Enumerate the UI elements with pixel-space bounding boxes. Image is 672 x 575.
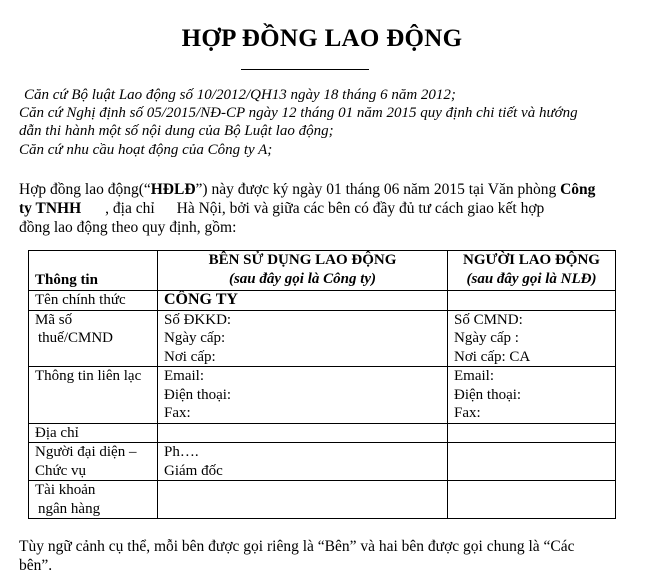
employer-cell: [158, 367, 448, 424]
title-underline: [241, 69, 369, 70]
employee-cell: [448, 443, 616, 481]
cell-line: Email:: [454, 368, 494, 384]
cell-line: Fax:: [164, 405, 191, 421]
intro-text: Hà Nội, bởi và giữa các bên có đầy đủ tư cách giao kết hợp: [176, 200, 545, 217]
table-row: [29, 367, 616, 424]
basis-line: dẫn thi hành một số nội dung của Bộ Luật lao động;: [19, 123, 334, 140]
employee-cell: [448, 310, 616, 367]
table-row: [29, 291, 616, 311]
company-name-part: Công: [560, 181, 596, 198]
employer-cell: [158, 291, 448, 311]
row-label: [29, 310, 158, 367]
employee-cell: [448, 423, 616, 443]
row-label-line: Mã số: [35, 311, 73, 328]
parties-table: [28, 250, 616, 519]
header-employer: [158, 251, 448, 291]
row-label: [29, 443, 158, 481]
employer-cell: [158, 423, 448, 443]
table-row: [29, 423, 616, 443]
intro-text: Hợp đồng lao động(“: [19, 181, 151, 198]
table-header-row: [29, 251, 616, 291]
row-label: Tên chính thức: [29, 291, 158, 311]
cell-line: Ngày cấp:: [164, 330, 226, 346]
intro-paragraph: [19, 180, 619, 237]
employee-cell: [448, 481, 616, 519]
company-name-part: ty TNHH: [19, 200, 82, 217]
employer-cell: [158, 481, 448, 519]
cell-line: Số CMND:: [454, 311, 523, 328]
intro-line: [19, 199, 619, 218]
employer-note: (sau đây gọi là Công ty): [228, 270, 377, 287]
intro-text: , địa chỉ: [105, 200, 155, 217]
intro-text: ”) này được ký ngày 01 tháng 06 năm 2015 tại Văn phòng: [195, 181, 561, 198]
basis-line: Căn cứ nhu cầu hoạt động của Công ty A;: [19, 141, 273, 158]
table-row: [29, 443, 616, 481]
cell-line: Email:: [164, 368, 204, 384]
cell-line: Điện thoại:: [454, 386, 522, 403]
row-label-line: ngân hàng: [38, 500, 101, 517]
employer-heading: BÊN SỬ DỤNG LAO ĐỘNG: [208, 252, 397, 268]
employee-cell: [448, 367, 616, 424]
cell-line: Fax:: [454, 405, 481, 421]
cell-line: Ph….: [164, 444, 199, 460]
row-label: [29, 481, 158, 519]
cell-line: Điện thoại:: [164, 386, 232, 403]
cell-line: Nơi cấp:: [164, 348, 216, 365]
legal-basis: [19, 86, 649, 159]
row-label-line: Chức vụ: [35, 462, 87, 479]
cell-line: Số ĐKKD:: [164, 311, 232, 328]
table-row: [29, 310, 616, 367]
closing-paragraph: [19, 537, 619, 575]
cell-line: Giám đốc: [164, 462, 223, 479]
employer-name: CÔNG TY: [164, 291, 238, 308]
row-label: Địa chỉ: [29, 423, 158, 443]
cell-line: Nơi cấp: CA: [454, 348, 531, 365]
table-row: [29, 481, 616, 519]
employee-note: (sau đây gọi là NLĐ): [466, 270, 597, 287]
row-label-line: Người đại diện –: [35, 444, 137, 460]
closing-line: Tùy ngữ cảnh cụ thể, mỗi bên được gọi riêng là “Bên” và hai bên được gọi chung là “Các: [19, 538, 575, 555]
basis-line: Căn cứ Nghị định số 05/2015/NĐ-CP ngày 12 tháng 01 năm 2015 quy định chi tiết và hướng: [19, 105, 578, 122]
employer-cell: [158, 443, 448, 481]
intro-line: [19, 180, 619, 199]
header-employee: [448, 251, 616, 291]
row-label-line: Tài khoản: [35, 482, 96, 498]
row-label-line: thuế/CMND: [38, 330, 113, 346]
abbr-hdld: HĐLĐ: [150, 181, 196, 198]
employee-cell: [448, 291, 616, 311]
intro-line: đồng lao động theo quy định, gồm:: [19, 219, 237, 236]
cell-line: Ngày cấp :: [454, 330, 519, 346]
employer-cell: [158, 310, 448, 367]
employee-heading: NGƯỜI LAO ĐỘNG: [463, 252, 600, 268]
closing-line: bên”.: [19, 557, 53, 574]
header-info: Thông tin: [29, 251, 158, 291]
page-title: HỢP ĐỒNG LAO ĐỘNG: [181, 25, 463, 52]
row-label: Thông tin liên lạc: [29, 367, 158, 424]
basis-line: Căn cứ Bộ luật Lao động số 10/2012/QH13 ngày 18 tháng 6 năm 2012;: [24, 87, 456, 103]
